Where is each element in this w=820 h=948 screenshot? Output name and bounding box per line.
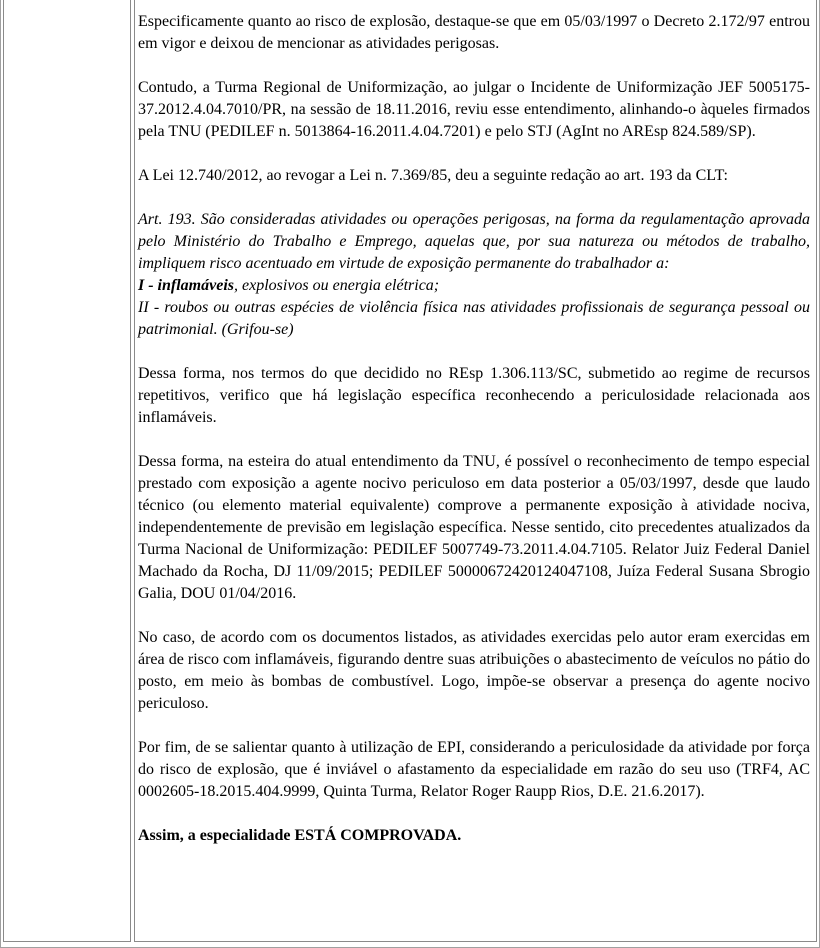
- left-column-cell: [3, 0, 131, 942]
- quote-item-2: II - roubos ou outras espécies de violência física nas atividades profissionais de segurança pessoal ou patrimonial. (Grifou-se): [138, 299, 810, 338]
- conclusion-statement: Assim, a especialidade ESTÁ COMPROVADA.: [138, 827, 462, 844]
- quote-art-193-caput: Art. 193. São consideradas atividades ou operações perigosas, na forma da regulamentação aprovada pelo Ministério do Trabalho e Emprego, aquelas que, por sua natureza ou métodos de trabalho, impliquem risco acentuado em virtude de exposição permanente do trabalhador a:: [138, 211, 810, 272]
- quote-item-1: [138, 275, 810, 297]
- paragraph-resp: Dessa forma, nos termos do que decidido no REsp 1.306.113/SC, submetido ao regime de recursos repetitivos, verifico que há legislação específica reconhecendo a periculosidade relacionada aos inflamáveis.: [138, 365, 810, 426]
- document-body: [138, 11, 810, 847]
- paragraph-lei-12740: A Lei 12.740/2012, ao revogar a Lei n. 7.369/85, deu a seguinte redação ao art. 193 da CLT:: [138, 167, 728, 184]
- paragraph-turma-regional: Contudo, a Turma Regional de Uniformização, ao julgar o Incidente de Uniformização JEF 5005175-37.2012.4.04.7010/PR, na sessão de 18.11.2016, reviu esse entendimento, alinhando-o àqueles firmados pela TNU (PEDILEF n. 5013864-16.2011.4.04.7201) e pelo STJ (AgInt no AREsp 824.589/SP).: [138, 79, 810, 140]
- paragraph-decreto: Especificamente quanto ao risco de explosão, destaque-se que em 05/03/1997 o Decreto 2.172/97 entrou em vigor e deixou de mencionar as atividades perigosas.: [138, 13, 810, 52]
- paragraph-caso: No caso, de acordo com os documentos listados, as atividades exercidas pelo autor eram exercidas em área de risco com inflamáveis, figurando dentre suas atribuições o abastecimento de veículos no pátio do posto, em meio às bombas de combustível. Logo, impõe-se observar a presença do agente nocivo periculoso.: [138, 629, 810, 712]
- quote-item-1-emphasis: I - inflamáveis: [138, 277, 234, 294]
- quoted-article-193: [138, 209, 810, 341]
- paragraph-tnu: Dessa forma, na esteira do atual entendimento da TNU, é possível o reconhecimento de tempo especial prestado com exposição a agente nocivo periculoso em data posterior a 05/03/1997, desde que laudo técnico (ou elemento material equivalente) comprove a permanente exposição à atividade nociva, independentemente de previsão em legislação específica. Nesse sentido, cito precedentes atualizados da Turma Nacional de Uniformização: PEDILEF 5007749-73.2011.4.04.7105. Relator Juiz Federal Daniel Machado da Rocha, DJ 11/09/2015; PEDILEF 50000672420124047108, Juíza Federal Susana Sbrogio Galia, DOU 01/04/2016.: [138, 453, 810, 602]
- paragraph-epi: Por fim, de se salientar quanto à utilização de EPI, considerando a periculosidade da atividade por força do risco de explosão, que é inviável o afastamento da especialidade em razão do seu uso (TRF4, AC 0002605-18.2015.404.9999, Quinta Turma, Relator Roger Raupp Rios, D.E. 21.6.2017).: [138, 739, 810, 800]
- quote-item-1-rest: , explosivos ou energia elétrica;: [234, 277, 440, 294]
